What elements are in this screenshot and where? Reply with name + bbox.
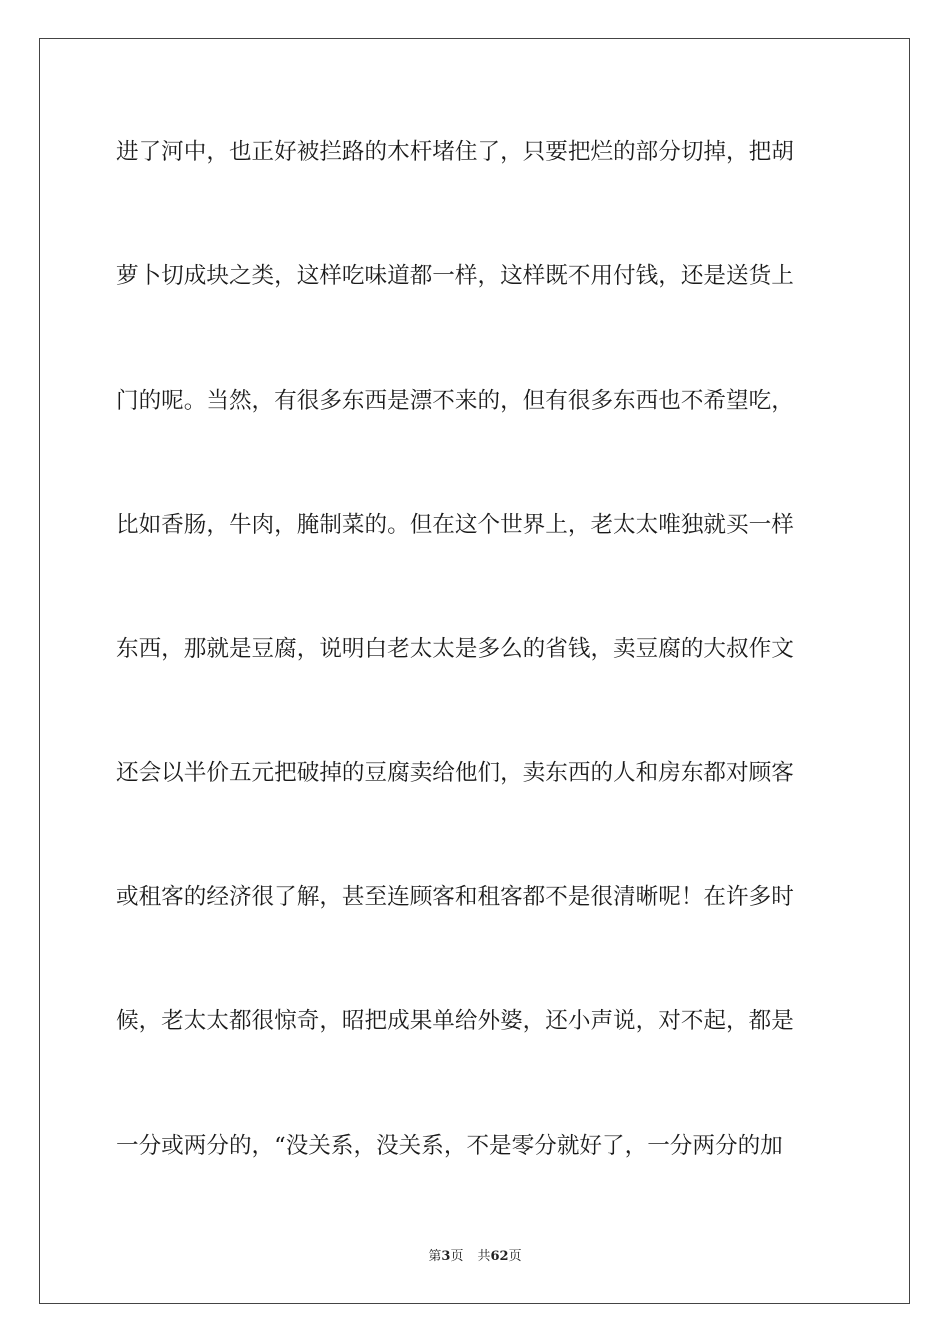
total-pages: 62 <box>490 1249 509 1264</box>
page-border <box>39 38 910 1304</box>
page-footer <box>0 1249 950 1265</box>
text-line: 或租客的经济很了解，甚至连顾客和租客都不是很清晰呢！在许多时 <box>116 884 794 910</box>
text-line: 萝卜切成块之类，这样吃味道都一样，这样既不用付钱，还是送货上 <box>116 263 794 289</box>
total-prefix: 共 <box>477 1249 491 1264</box>
text-line: 比如香肠，牛肉，腌制菜的。但在这个世界上，老太太唯独就买一样 <box>116 512 794 538</box>
total-suffix: 页 <box>508 1249 522 1264</box>
page-suffix: 页 <box>450 1249 464 1264</box>
page-number: 3 <box>441 1249 451 1264</box>
text-line: 门的呢。当然，有很多东西是漂不来的，但有很多东西也不希望吃， <box>116 388 794 414</box>
text-line: 候，老太太都很惊奇，昭把成果单给外婆，还小声说，对不起，都是 <box>116 1008 794 1034</box>
text-line: 一分或两分的，“没关系，没关系，不是零分就好了，一分两分的加 <box>116 1133 783 1159</box>
text-line: 还会以半价五元把破掉的豆腐卖给他们，卖东西的人和房东都对顾客 <box>116 760 794 786</box>
page-prefix: 第 <box>428 1249 442 1264</box>
text-line: 进了河中，也正好被拦路的木杆堵住了，只要把烂的部分切掉，把胡 <box>116 139 794 165</box>
text-line: 东西，那就是豆腐，说明白老太太是多么的省钱，卖豆腐的大叔作文 <box>116 636 794 662</box>
